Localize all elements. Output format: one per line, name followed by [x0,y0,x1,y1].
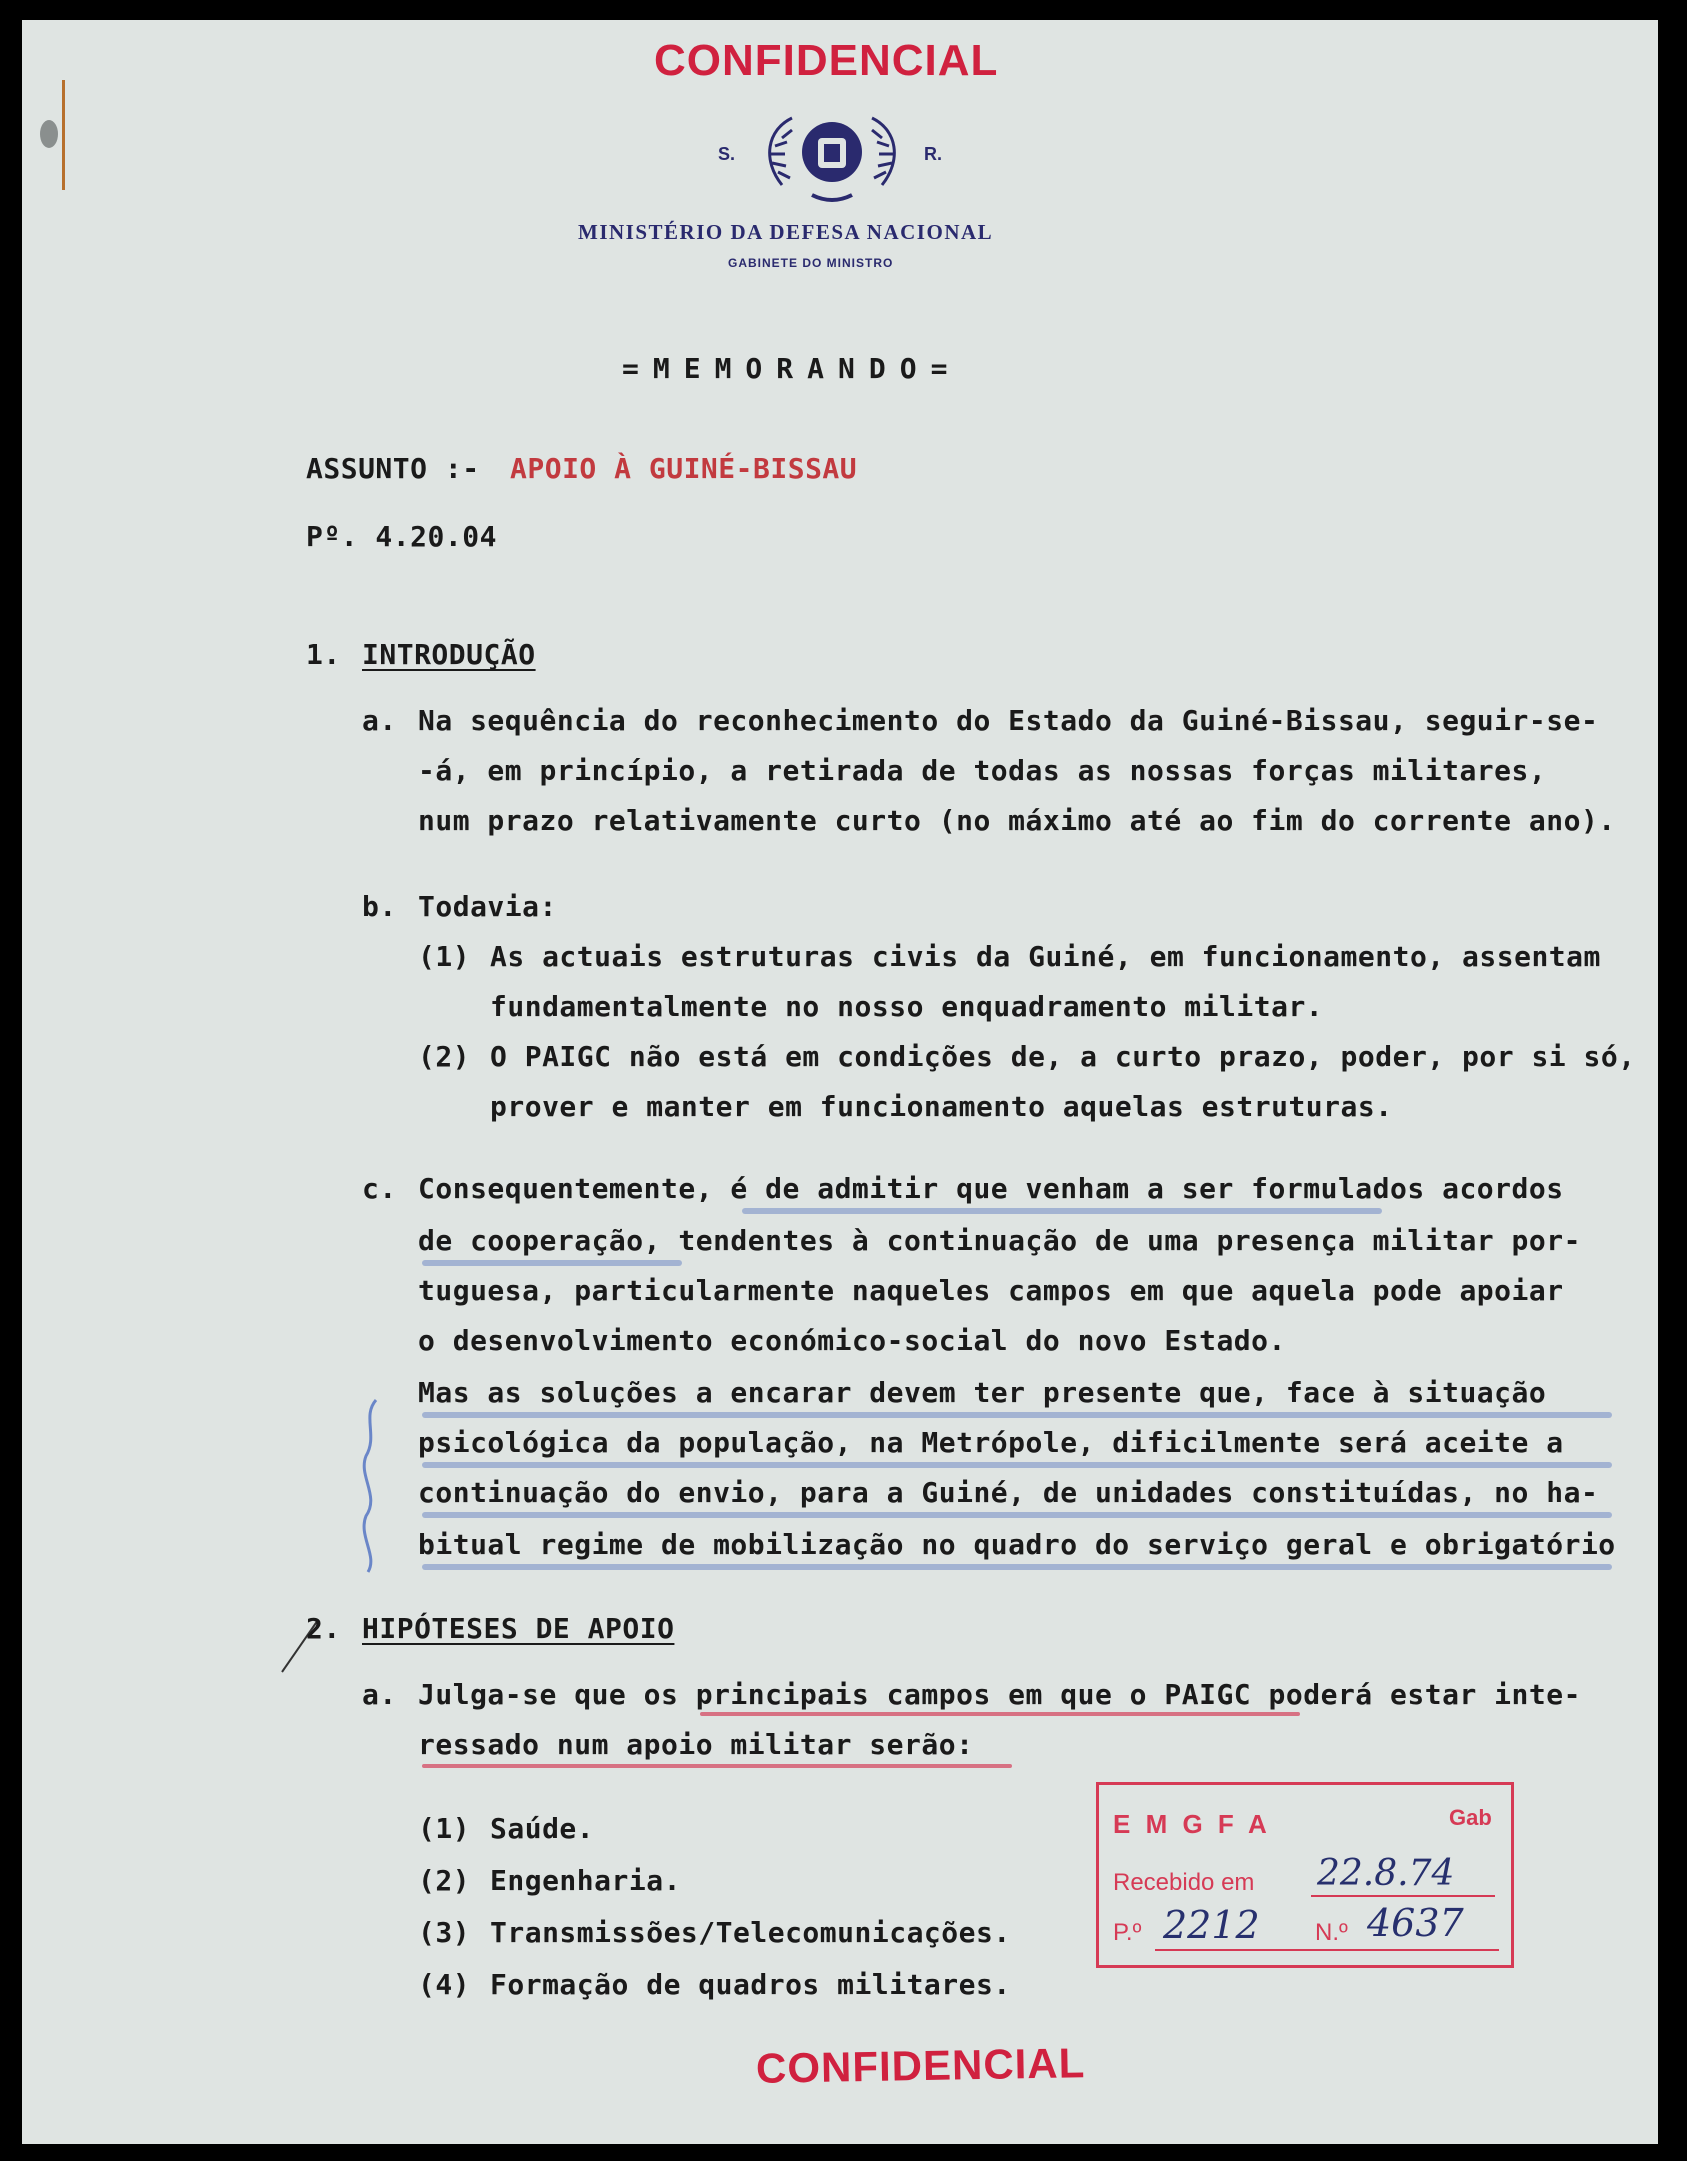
section1-c-line: tuguesa, particularmente naqueles campos em que aquela pode apoiar [418,1274,1564,1307]
section1-b2-line: prover e manter em funcionamento aquelas estruturas. [490,1090,1393,1123]
receipt-received-date: 22.8.74 [1317,1853,1455,1894]
section2-title: HIPÓTESES DE APOIO [362,1612,675,1645]
section1-c-line: o desenvolvimento económico-social do novo Estado. [418,1324,1286,1357]
classification-bottom: CONFIDENCIAL [755,2039,1086,2092]
document-page [22,20,1658,2144]
section2-a-line: ressado num apoio militar serão: [418,1728,974,1761]
section1-a-line: Na sequência do reconhecimento do Estado da Guiné-Bissau, seguir-se- [418,704,1599,737]
blue-pencil-underline [422,1512,1612,1518]
section1-b2-number: (2) [418,1040,471,1073]
section1-c-line: bitual regime de mobilização no quadro do serviço geral e obrigatório [418,1528,1616,1561]
red-pencil-underline [700,1712,1300,1716]
blue-pencil-underline [422,1462,1612,1468]
section2-item-text: Engenharia. [490,1864,681,1897]
coat-of-arms-seal [752,100,912,210]
process-number: Pº. 4.20.04 [306,520,497,553]
section1-b1-number: (1) [418,940,471,973]
receipt-stamp-org: E M G F A [1113,1809,1271,1839]
section1-number: 1. [306,638,341,671]
section1-b-letter: b. [362,890,397,923]
section2-number: 2. [306,1612,341,1645]
blue-pencil-bracket [356,1396,386,1576]
section2-item-number: (4) [418,1968,471,2001]
section2-item-number: (2) [418,1864,471,1897]
section1-a-letter: a. [362,704,397,737]
classification-top: CONFIDENCIAL [654,36,999,85]
receipt-stamp-unit: Gab [1449,1805,1492,1830]
blue-pencil-underline [422,1412,1612,1418]
section2-item-number: (1) [418,1812,471,1845]
subject-label: ASSUNTO :- [306,452,480,485]
receipt-number-line [1155,1949,1499,1951]
section2-a-letter: a. [362,1678,397,1711]
section2-item-text: Saúde. [490,1812,595,1845]
section2-item-number: (3) [418,1916,471,1949]
seal-right-letter: R. [924,144,942,164]
subject-value: APOIO À GUINÉ-BISSAU [510,452,858,485]
ministry-name: MINISTÉRIO DA DEFESA NACIONAL [578,220,994,244]
section1-b1-line: As actuais estruturas civis da Guiné, em funcionamento, assentam [490,940,1601,973]
receipt-n-label: N.º [1315,1919,1348,1946]
section1-b-intro: Todavia: [418,890,557,923]
section1-b1-line: fundamentalmente no nosso enquadramento militar. [490,990,1324,1023]
receipt-received-label: Recebido em [1113,1869,1255,1896]
section1-c-line: Consequentemente, é de admitir que venham a ser formulados acordos [418,1172,1564,1205]
section1-a-line: num prazo relativamente curto (no máximo até ao fim do corrente ano). [418,804,1616,837]
section1-title: INTRODUÇÃO [362,638,536,671]
section1-c-line: psicológica da população, na Metrópole, dificilmente será aceite a [418,1426,1564,1459]
section2-a-line: Julga-se que os principais campos em que o PAIGC poderá estar inte- [418,1678,1581,1711]
punch-hole-mark [40,120,58,148]
section1-c-line: continuação do envio, para a Guiné, de unidades constituídas, no ha- [418,1476,1599,1509]
section2-item-text: Transmissões/Telecomunicações. [490,1916,1011,1949]
ministry-office: GABINETE DO MINISTRO [728,256,894,270]
receipt-n-value: 4637 [1367,1901,1464,1945]
section1-c-line: de cooperação, tendentes à continuação de uma presença militar por- [418,1224,1581,1257]
memo-title: =MEMORANDO= [622,352,962,385]
receipt-p-label: P.º [1113,1919,1142,1946]
blue-pencil-underline [422,1260,682,1266]
receipt-stamp [1096,1782,1514,1968]
section1-b2-line: O PAIGC não está em condições de, a curto prazo, poder, por si só, [490,1040,1636,1073]
seal-left-letter: S. [718,144,736,164]
red-pencil-underline [422,1764,1012,1768]
receipt-p-value: 2212 [1163,1903,1260,1947]
blue-pencil-underline [742,1208,1382,1214]
section1-c-letter: c. [362,1172,397,1205]
section1-a-line: -á, em princípio, a retirada de todas as nossas forças militares, [418,754,1547,787]
section2-item-text: Formação de quadros militares. [490,1968,1011,2001]
margin-tick [62,80,65,190]
blue-pencil-underline [422,1564,1612,1570]
receipt-date-line [1311,1895,1495,1897]
section1-c-line: Mas as soluções a encarar devem ter presente que, face à situação [418,1376,1547,1409]
